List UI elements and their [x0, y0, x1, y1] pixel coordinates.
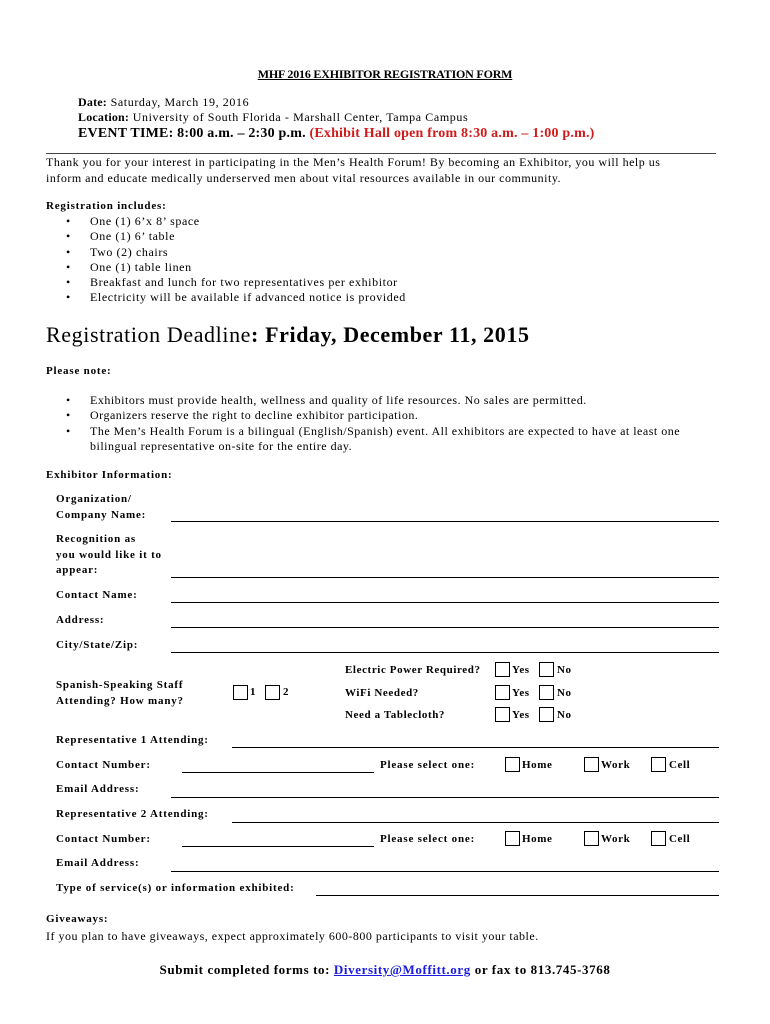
organization-field[interactable]: [171, 521, 719, 522]
rep1-field[interactable]: [232, 747, 719, 748]
tablecloth-no-label: No: [557, 709, 572, 721]
rep1-label: Representative 1 Attending:: [56, 734, 209, 746]
wifi-yes-label: Yes: [512, 687, 530, 699]
includes-list: [46, 214, 406, 306]
bullet-icon: •: [66, 214, 71, 228]
event-time: EVENT TIME: 8:00 a.m. – 2:30 p.m.: [78, 126, 306, 141]
list-item: • The Men’s Health Forum is a bilingual (English/Spanish) event. All exhibitors are expected to have at least one bilingual representative on-site for the entire day.: [66, 423, 681, 453]
tablecloth-no-checkbox[interactable]: [539, 707, 554, 722]
electric-yes-label: Yes: [512, 664, 530, 676]
location-label: Location:: [78, 110, 130, 124]
wifi-no-label: No: [557, 687, 572, 699]
recognition-field[interactable]: [171, 577, 719, 578]
electric-no-label: No: [557, 664, 572, 676]
intro-text: [46, 154, 736, 186]
rep2-cell-checkbox[interactable]: [651, 831, 666, 846]
bullet-icon: •: [66, 423, 71, 438]
bullet-icon: •: [66, 290, 71, 305]
intro-line-2: inform and educate medically underserved men about vital resources available in our community.: [46, 171, 562, 185]
deadline-value: : Friday, December 11, 2015: [251, 322, 530, 347]
tablecloth-yes-checkbox[interactable]: [495, 707, 510, 722]
address-field[interactable]: [171, 627, 719, 628]
rep2-contact-number-field[interactable]: [182, 846, 374, 847]
rep2-cell-label: Cell: [669, 833, 691, 845]
staff-count-1-checkbox[interactable]: [233, 685, 248, 700]
list-item: • One (1) 6’ table: [66, 229, 176, 244]
notes-list: [46, 393, 726, 454]
event-time-row: [78, 126, 595, 142]
date-value: Saturday, March 19, 2016: [110, 95, 250, 109]
rep1-email-field[interactable]: [171, 797, 719, 798]
location-value: University of South Florida - Marshall Center, Tampa Campus: [132, 110, 469, 124]
bullet-icon: •: [66, 275, 71, 290]
list-item: • Exhibitors must provide health, wellness and quality of life resources. No sales are permitted.: [66, 393, 587, 407]
deadline-label: Registration Deadline: [46, 322, 252, 347]
rep2-email-field[interactable]: [171, 871, 719, 872]
contact-name-field[interactable]: [171, 602, 719, 603]
electric-no-checkbox[interactable]: [539, 662, 554, 677]
electric-yes-checkbox[interactable]: [495, 662, 510, 677]
bullet-icon: •: [66, 393, 71, 407]
rep2-home-label: Home: [522, 833, 553, 845]
service-type-field[interactable]: [316, 895, 719, 896]
rep1-work-checkbox[interactable]: [584, 757, 599, 772]
registration-deadline: [46, 322, 530, 348]
list-item: • Two (2) chairs: [66, 244, 169, 259]
staff-count-2-label: 2: [283, 686, 290, 698]
address-label: Address:: [56, 614, 105, 626]
recognition-label: Recognition as you would like it to appear:: [56, 533, 162, 576]
event-note: (Exhibit Hall open from 8:30 a.m. – 1:00 p.m.): [309, 126, 595, 141]
location-row: [78, 110, 468, 125]
rep1-cell-checkbox[interactable]: [651, 757, 666, 772]
list-item: • Breakfast and lunch for two representatives per exhibitor: [66, 275, 398, 290]
rep2-please-select-label: Please select one:: [380, 833, 476, 845]
rep1-please-select-label: Please select one:: [380, 759, 476, 771]
submit-prefix: Submit completed forms to:: [159, 962, 331, 977]
rep2-home-checkbox[interactable]: [505, 831, 520, 846]
wifi-label: WiFi Needed?: [345, 687, 419, 699]
submit-email-link[interactable]: Diversity@Moffitt.org: [333, 962, 471, 977]
list-item: • One (1) 6’x 8’ space: [66, 214, 200, 228]
rep1-contact-number-label: Contact Number:: [56, 759, 151, 771]
tablecloth-label: Need a Tablecloth?: [345, 709, 446, 721]
includes-heading: Registration includes:: [46, 200, 167, 212]
rep1-contact-number-field[interactable]: [182, 772, 374, 773]
form-title: MHF 2016 EXHIBITOR REGISTRATION FORM: [257, 67, 513, 81]
submit-instructions: [0, 962, 770, 978]
city-state-zip-label: City/State/Zip:: [56, 639, 139, 651]
wifi-yes-checkbox[interactable]: [495, 685, 510, 700]
rep2-field[interactable]: [232, 822, 719, 823]
rep2-work-checkbox[interactable]: [584, 831, 599, 846]
bullet-icon: •: [66, 408, 71, 423]
electric-power-label: Electric Power Required?: [345, 664, 481, 676]
rep1-home-label: Home: [522, 759, 553, 771]
date-row: [78, 95, 249, 110]
contact-name-label: Contact Name:: [56, 589, 138, 601]
exhibitor-heading: Exhibitor Information:: [46, 469, 173, 481]
list-item: • One (1) table linen: [66, 259, 192, 274]
rep2-contact-number-label: Contact Number:: [56, 833, 151, 845]
note-heading: Please note:: [46, 365, 112, 377]
rep1-work-label: Work: [601, 759, 631, 771]
staff-count-2-checkbox[interactable]: [265, 685, 280, 700]
spanish-staff-label: Spanish-Speaking Staff Attending? How many?: [56, 679, 184, 707]
staff-count-1-label: 1: [250, 686, 257, 698]
rep1-email-label: Email Address:: [56, 783, 140, 795]
city-state-zip-field[interactable]: [171, 652, 719, 653]
rep1-cell-label: Cell: [669, 759, 691, 771]
date-label: Date:: [78, 95, 107, 109]
bullet-icon: •: [66, 259, 71, 274]
submit-suffix: or fax to 813.745-3768: [474, 962, 611, 977]
rep2-work-label: Work: [601, 833, 631, 845]
rep2-email-label: Email Address:: [56, 857, 140, 869]
giveaways-heading: Giveaways:: [46, 913, 109, 925]
rep2-label: Representative 2 Attending:: [56, 808, 209, 820]
intro-line-1: Thank you for your interest in participating in the Men’s Health Forum! By becoming an Exhibitor, you will help us: [46, 155, 661, 169]
tablecloth-yes-label: Yes: [512, 709, 530, 721]
organization-label: Organization/ Company Name:: [56, 493, 147, 521]
bullet-icon: •: [66, 244, 71, 259]
wifi-no-checkbox[interactable]: [539, 685, 554, 700]
list-item: • Organizers reserve the right to decline exhibitor participation.: [66, 408, 419, 423]
bullet-icon: •: [66, 229, 71, 244]
rep1-home-checkbox[interactable]: [505, 757, 520, 772]
service-type-label: Type of service(s) or information exhibited:: [56, 882, 295, 894]
list-item: • Electricity will be available if advanced notice is provided: [66, 290, 406, 305]
giveaways-text: If you plan to have giveaways, expect approximately 600-800 participants to visit your table.: [46, 929, 539, 943]
